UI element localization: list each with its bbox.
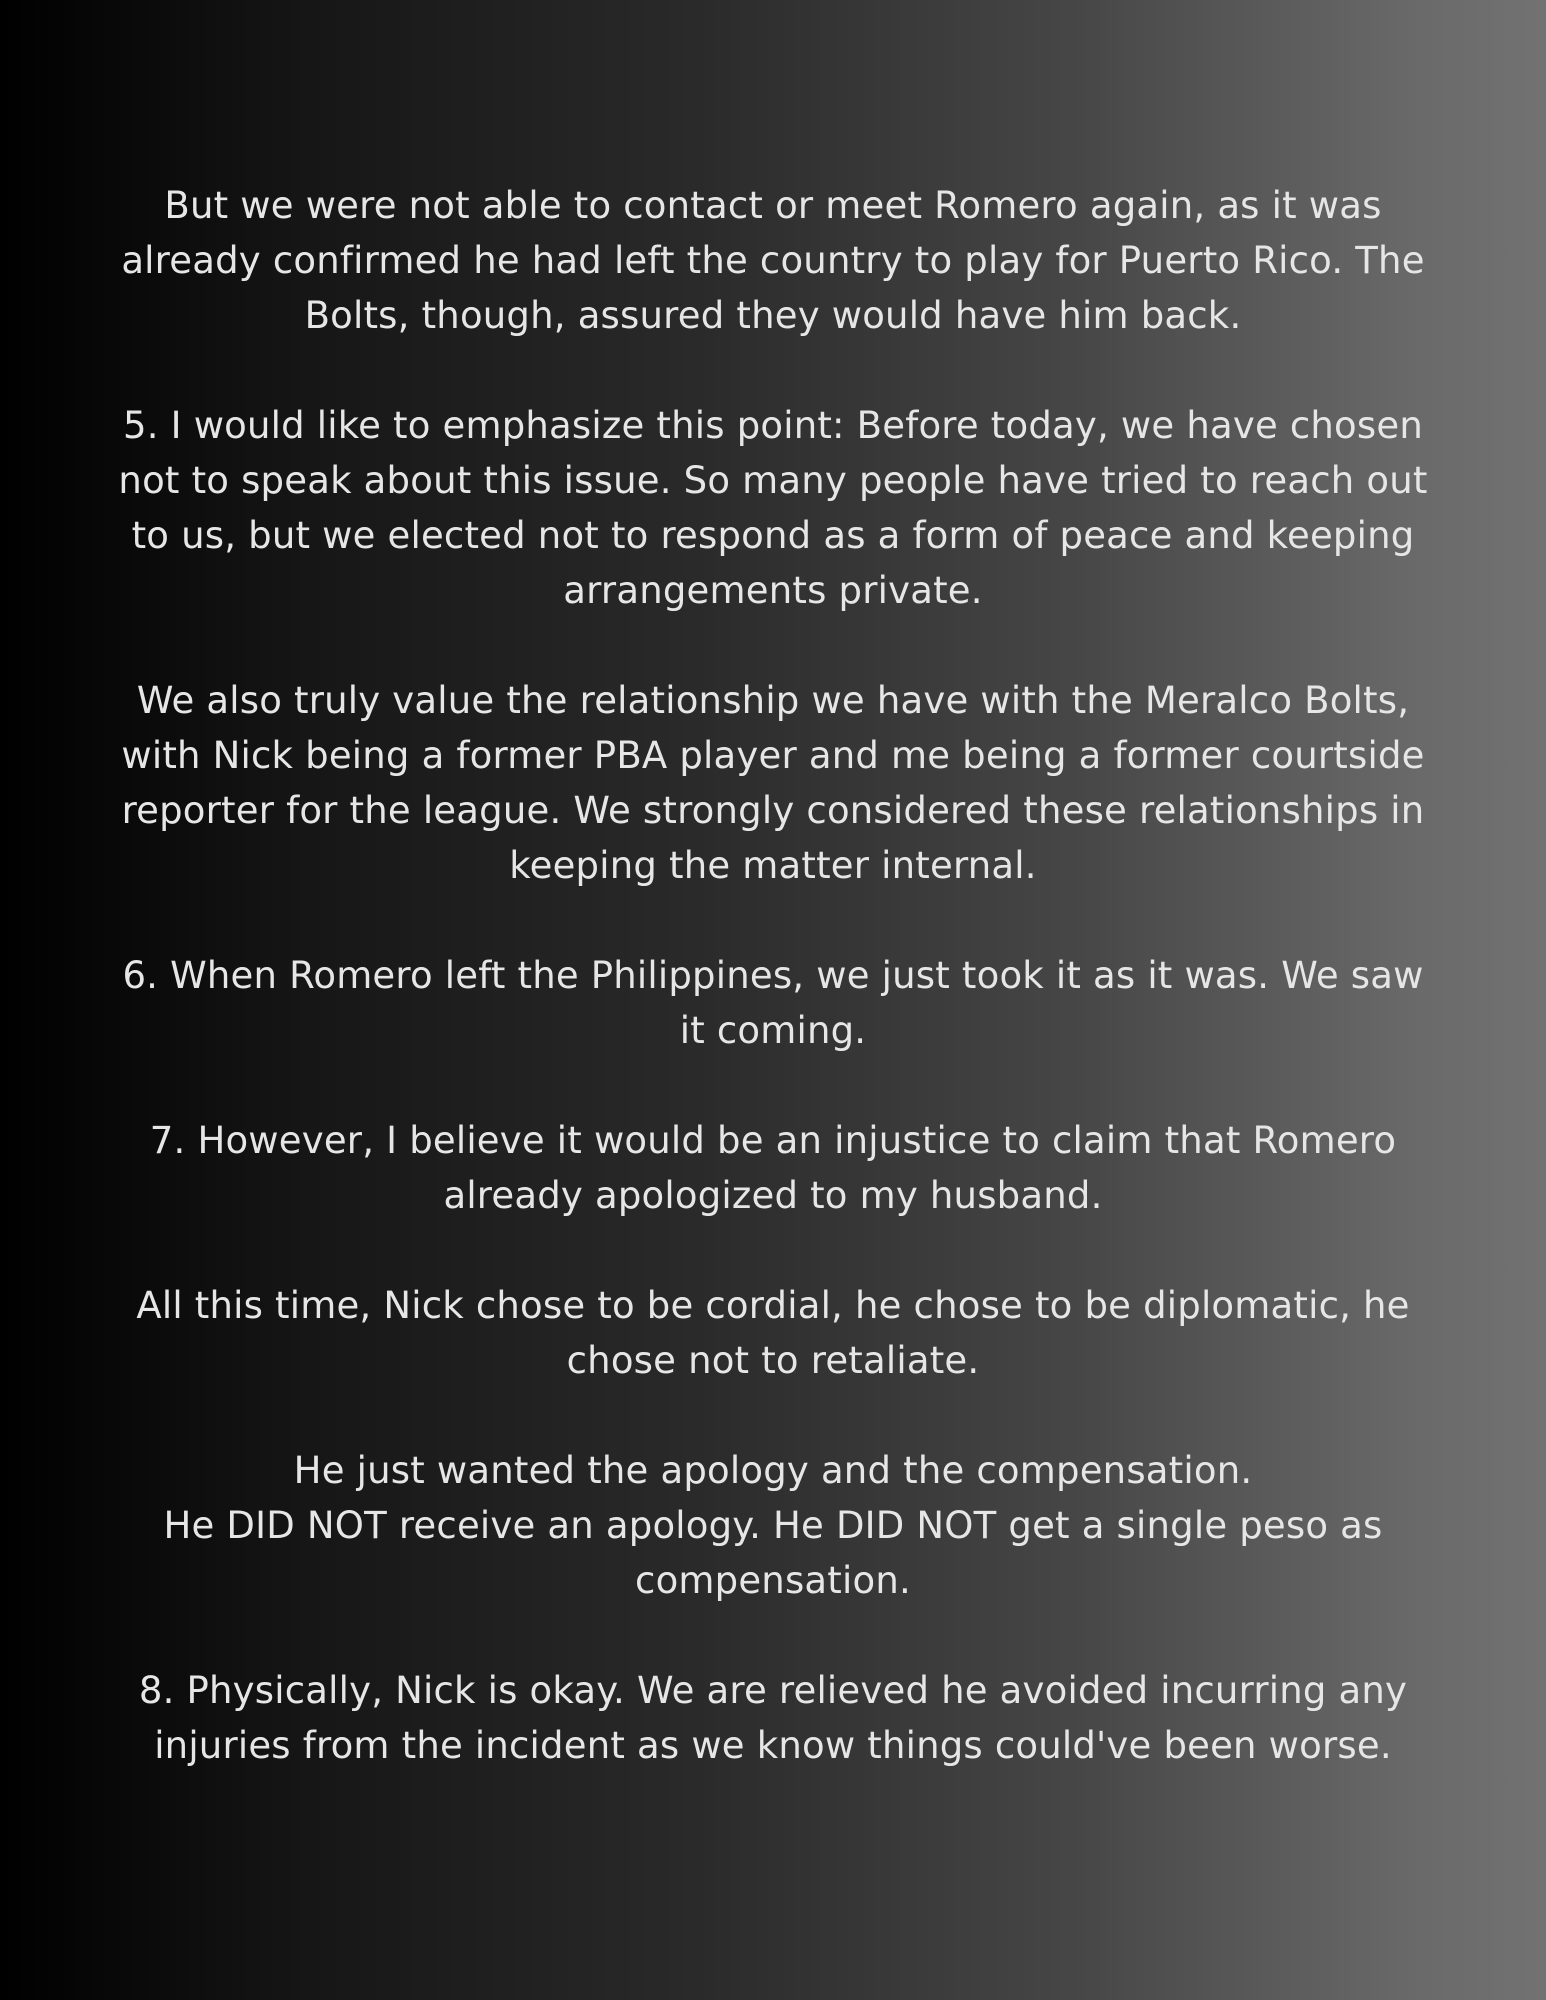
paragraph-nick-cordial bbox=[54, 1278, 1492, 1388]
text-line: 7. However, I believe it would be an injustice to claim that Romero bbox=[149, 1119, 1397, 1162]
text-line: to us, but we elected not to respond as a form of peace and keeping bbox=[131, 514, 1415, 557]
paragraph-romero-left-country bbox=[54, 178, 1492, 343]
text-line: injuries from the incident as we know things could've been worse. bbox=[154, 1724, 1392, 1767]
paragraph-point-6 bbox=[54, 948, 1492, 1058]
text-line: keeping the matter internal. bbox=[509, 844, 1037, 887]
text-line: with Nick being a former PBA player and me being a former courtside bbox=[121, 734, 1425, 777]
text-line: compensation. bbox=[635, 1559, 911, 1602]
text-line: 8. Physically, Nick is okay. We are relieved he avoided incurring any bbox=[138, 1669, 1408, 1712]
text-line: He just wanted the apology and the compensation. bbox=[293, 1449, 1253, 1492]
text-line: Bolts, though, assured they would have him back. bbox=[304, 294, 1242, 337]
text-line: We also truly value the relationship we have with the Meralco Bolts, bbox=[136, 679, 1410, 722]
text-line: All this time, Nick chose to be cordial, he chose to be diplomatic, he bbox=[136, 1284, 1410, 1327]
text-line: arrangements private. bbox=[563, 569, 983, 612]
text-line: 6. When Romero left the Philippines, we just took it as it was. We saw bbox=[122, 954, 1424, 997]
text-line: already confirmed he had left the country to play for Puerto Rico. The bbox=[121, 239, 1425, 282]
paragraph-apology-compensation bbox=[54, 1443, 1492, 1608]
text-line: But we were not able to contact or meet Romero again, as it was bbox=[164, 184, 1382, 227]
paragraph-meralco-relationship bbox=[54, 673, 1492, 893]
text-line: He DID NOT receive an apology. He DID NOT get a single peso as bbox=[163, 1504, 1383, 1547]
text-line: 5. I would like to emphasize this point: Before today, we have chosen bbox=[122, 404, 1423, 447]
paragraph-point-8 bbox=[54, 1663, 1492, 1773]
text-line: already apologized to my husband. bbox=[443, 1174, 1103, 1217]
text-line: chose not to retaliate. bbox=[566, 1339, 980, 1382]
text-line: it coming. bbox=[679, 1009, 867, 1052]
text-line: not to speak about this issue. So many people have tried to reach out bbox=[118, 459, 1428, 502]
paragraph-point-5 bbox=[54, 398, 1492, 618]
text-line: reporter for the league. We strongly considered these relationships in bbox=[121, 789, 1425, 832]
paragraph-point-7 bbox=[54, 1113, 1492, 1223]
